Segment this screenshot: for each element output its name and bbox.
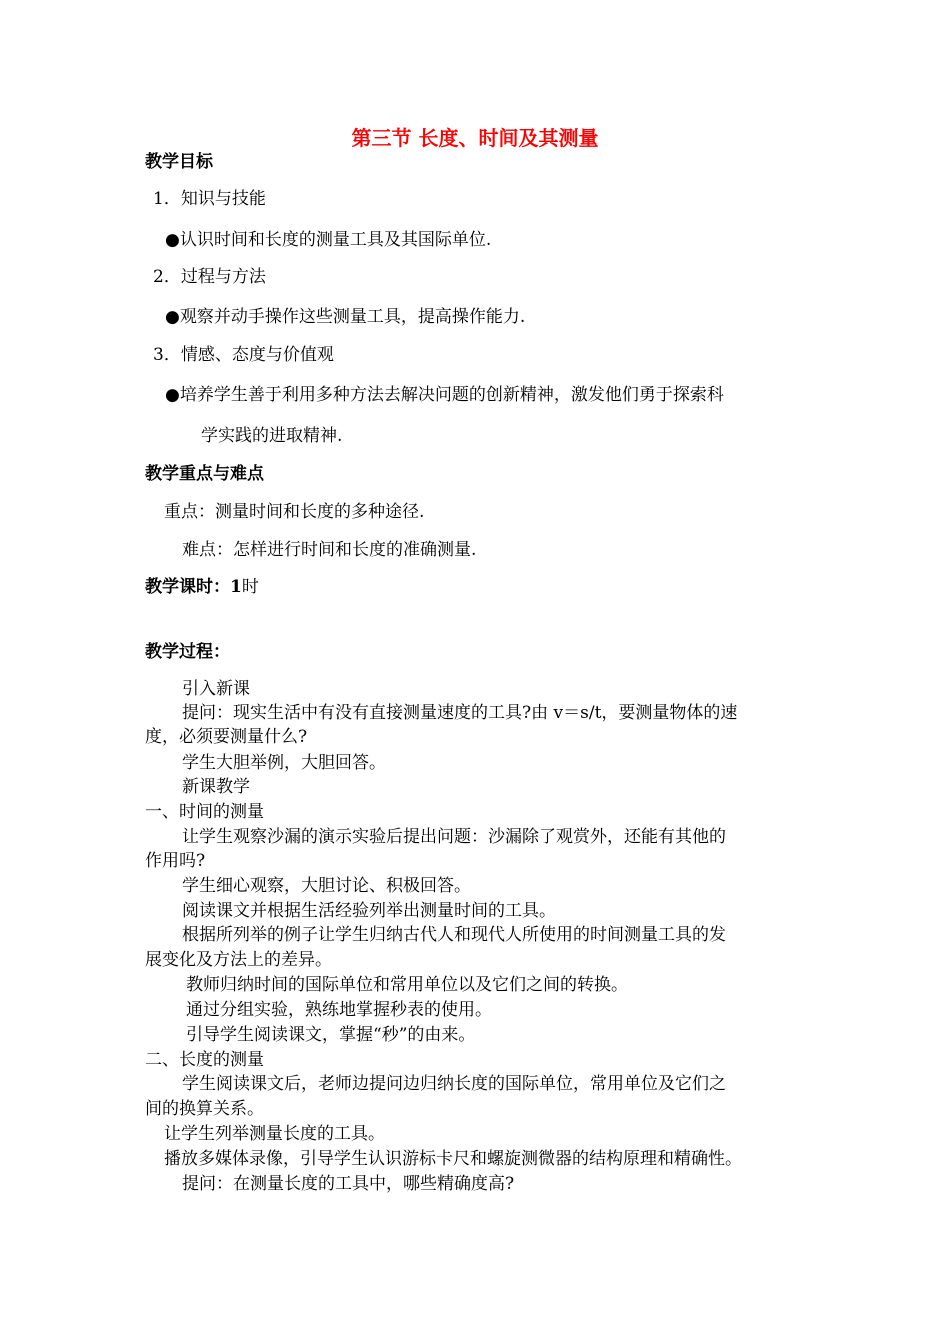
process-section-heading: 一、时间的测量: [145, 802, 264, 822]
key-point: 重点：测量时间和长度的多种途径.: [164, 502, 425, 522]
objective-3-bullet-line2: 学实践的进取精神.: [201, 426, 343, 446]
objective-3-heading: 3．情感、态度与价值观: [153, 345, 334, 365]
process-heading: 教学过程：: [145, 642, 230, 662]
process-line: 根据所列举的例子让学生归纳古代人和现代人所使用的时间测量工具的发: [182, 925, 726, 945]
process-line: 间的换算关系。: [145, 1099, 264, 1119]
process-line: 学生细心观察，大胆讨论、积极回答。: [182, 876, 471, 896]
objective-2-heading: 2．过程与方法: [153, 267, 266, 287]
process-line: 阅读课文并根据生活经验列举出测量时间的工具。: [182, 901, 556, 921]
process-line: 播放多媒体录像，引导学生认识游标卡尺和螺旋测微器的结构原理和精确性。: [164, 1149, 742, 1169]
class-hours-value: 1: [230, 577, 242, 597]
objective-2-bullet: ●观察并动手操作这些测量工具，提高操作能力.: [165, 307, 526, 327]
process-line: 度，必须要测量什么?: [145, 727, 308, 747]
process-line: 让学生观察沙漏的演示实验后提出问题：沙漏除了观赏外，还能有其他的: [182, 827, 726, 847]
objective-1-bullet: ●认识时间和长度的测量工具及其国际单位.: [165, 230, 492, 250]
process-line: 引导学生阅读课文，掌握“秒”的由来。: [186, 1025, 476, 1045]
process-line: 学生阅读课文后，老师边提问边归纳长度的国际单位，常用单位及它们之: [182, 1074, 726, 1094]
class-hours: [145, 575, 259, 599]
process-line: 提问：现实生活中有没有直接测量速度的工具?由 v＝s/t，要测量物体的速: [182, 703, 738, 723]
process-line: 让学生列举测量长度的工具。: [164, 1124, 385, 1144]
process-line: 教师归纳时间的国际单位和常用单位以及它们之间的转换。: [186, 975, 628, 995]
objectives-heading: 教学目标: [145, 152, 213, 172]
process-line: 提问：在测量长度的工具中，哪些精确度高?: [182, 1174, 515, 1194]
keypoints-heading: 教学重点与难点: [145, 464, 264, 484]
process-section-heading: 二、长度的测量: [145, 1050, 264, 1070]
difficult-point: 难点：怎样进行时间和长度的准确测量.: [182, 540, 477, 560]
class-hours-unit: 时: [241, 577, 259, 597]
process-line: 学生大胆举例，大胆回答。: [182, 753, 386, 773]
process-line: 新课教学: [182, 777, 250, 797]
document-title: 第三节 长度、时间及其测量: [351, 126, 599, 150]
process-line: 引入新课: [182, 679, 250, 699]
process-line: 通过分组实验，熟练地掌握秒表的使用。: [186, 1000, 492, 1020]
objective-1-heading: 1．知识与技能: [153, 189, 266, 209]
class-hours-label: 教学课时：: [145, 577, 230, 597]
objective-3-bullet-line1: ●培养学生善于利用多种方法去解决问题的创新精神，激发他们勇于探索科: [165, 385, 724, 405]
process-line: 作用吗?: [145, 851, 206, 871]
process-line: 展变化及方法上的差异。: [145, 950, 332, 970]
